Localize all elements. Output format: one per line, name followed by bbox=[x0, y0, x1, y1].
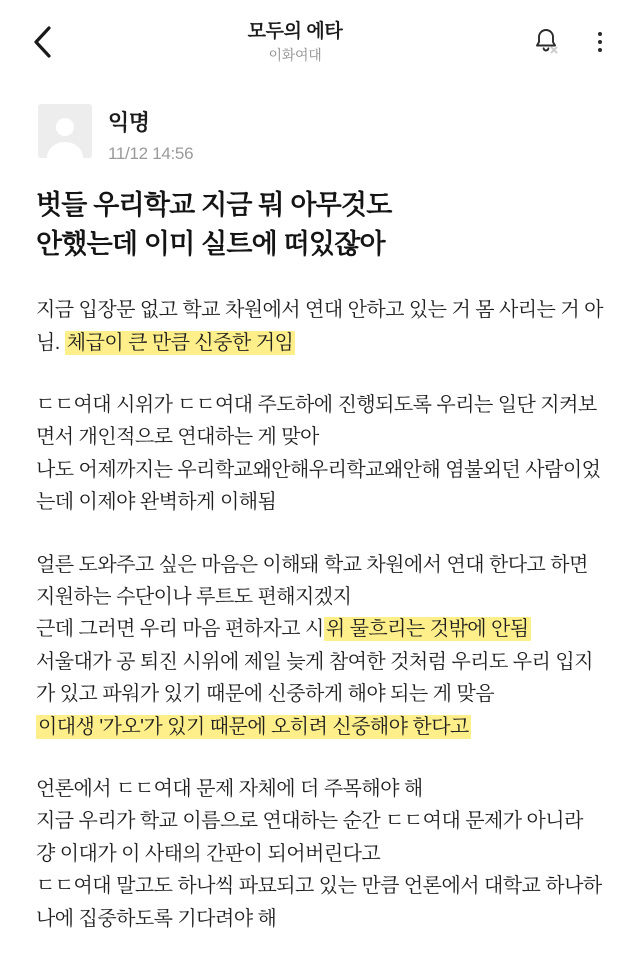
header-titles bbox=[64, 20, 526, 64]
post-timestamp: 11/12 14:56 bbox=[108, 144, 194, 163]
bell-off-icon bbox=[531, 24, 561, 61]
back-button[interactable] bbox=[20, 20, 64, 64]
post-paragraph bbox=[36, 549, 604, 743]
post-author-row bbox=[0, 84, 640, 164]
post-paragraph bbox=[36, 389, 604, 519]
person-placeholder-icon bbox=[38, 112, 92, 158]
post-text: 지금 입장문 없고 학교 차원에서 연대 안하고 있는 거 몸 사리는 거 아님. bbox=[36, 299, 603, 354]
highlighted-text: 이대생 '가오'가 있기 때문에 오히려 신중해야 한다고 bbox=[38, 715, 469, 738]
highlighted-text: 위 물흐리는 것밖에 안됨 bbox=[325, 618, 529, 641]
header-actions bbox=[526, 20, 620, 64]
post-title bbox=[36, 186, 604, 264]
post-paragraph bbox=[36, 773, 604, 935]
author-name: 익명 bbox=[108, 110, 150, 135]
notification-toggle-button[interactable] bbox=[526, 20, 566, 64]
post-text: ㄷㄷ여대 시위가 ㄷㄷ여대 주도하에 진행되도록 우리는 일단 지켜보면서 개인적으로 연대하는 게 맞아 bbox=[36, 394, 597, 449]
post-text: 언론에서 ㄷㄷ여대 문제 자체에 더 주목해야 해 bbox=[36, 777, 423, 800]
post-body bbox=[36, 294, 604, 935]
avatar bbox=[38, 104, 92, 158]
post-text: 얼른 도와주고 싶은 마음은 이해돼 학교 차원에서 연대 한다고 하면 지원하는 수단이나 루트도 편해지겠지 bbox=[36, 553, 588, 609]
author-meta bbox=[108, 104, 193, 164]
page-title: 모두의 에타 bbox=[247, 20, 343, 42]
highlighted-text: 체급이 큰 만큼 신중한 거임 bbox=[66, 331, 294, 354]
page-subtitle: 이화여대 bbox=[268, 46, 322, 63]
more-options-button[interactable] bbox=[580, 20, 620, 64]
post-title-line-1: 벗들 우리학교 지금 뭐 아무것도 bbox=[36, 190, 392, 220]
post-text: 근데 그러면 우리 마음 편하자고 시 bbox=[36, 618, 324, 641]
post-text: 서울대가 공 퇴진 시위에 제일 늦게 참여한 것처럼 우리도 우리 입지가 있고 파워가 있기 때문에 신중하게 해야 되는 게 맞음 bbox=[36, 650, 593, 706]
post-content bbox=[0, 164, 640, 935]
app-header bbox=[0, 0, 640, 84]
chevron-left-icon bbox=[31, 25, 53, 59]
post-title-line-2: 안했는데 이미 실트에 떠있잖아 bbox=[36, 229, 385, 260]
more-vertical-icon bbox=[598, 32, 602, 52]
post-text: 나도 어제까지는 우리학교왜안해우리학교왜안해 염불외던 사람이었는데 이제야 완벽하게 이해됨 bbox=[36, 458, 601, 514]
post-paragraph bbox=[36, 294, 604, 359]
post-text: ㄷㄷ여대 말고도 하나씩 파묘되고 있는 만큼 언론에서 대학교 하나하나에 집중하도록 기다려야 해 bbox=[36, 875, 602, 930]
post-text: 지금 우리가 학교 이름으로 연대하는 순간 ㄷㄷ여대 문제가 아니라 걍 이대가 이 사태의 간판이 되어버린다고 bbox=[36, 810, 583, 865]
